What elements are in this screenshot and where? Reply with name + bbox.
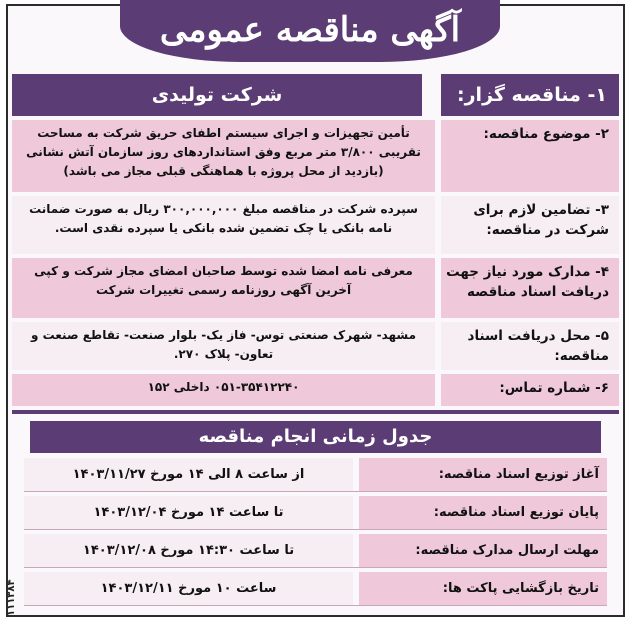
row-label: ۴- مدارک مورد نیاز جهت دریافت اسناد مناقصه	[441, 258, 619, 318]
row-location	[12, 322, 619, 370]
row-label: ۳- تضامین لازم برای شرکت در مناقصه:	[441, 196, 619, 254]
row-documents	[12, 258, 619, 318]
schedule-row	[24, 458, 607, 492]
schedule-row	[24, 534, 607, 568]
row-label: ۶- شماره تماس:	[441, 374, 619, 406]
ad-code: ۱۱۱۳۸۴	[6, 579, 17, 616]
row-guarantee	[12, 196, 619, 254]
schedule-label: آغاز توزیع اسناد مناقصه:	[359, 458, 607, 491]
notice-title: آگهی مناقصه عمومی	[120, 0, 500, 62]
schedule-label: تاریخ بازگشایی پاکت ها:	[359, 572, 607, 605]
row-label: ۵- محل دریافت اسناد مناقصه:	[441, 322, 619, 370]
row-label: ۲- موضوع مناقصه:	[441, 120, 619, 192]
section-divider	[12, 410, 619, 414]
row-subject	[12, 120, 619, 192]
schedule-row	[24, 496, 607, 530]
tenderer-label: ۱- مناقصه گزار:	[441, 74, 619, 116]
schedule-label: مهلت ارسال مدارک مناقصه:	[359, 534, 607, 567]
schedule-value: تا ساعت ۱۴ مورخ ۱۴۰۳/۱۲/۰۴	[24, 496, 353, 529]
schedule-value: ساعت ۱۰ مورخ ۱۴۰۳/۱۲/۱۱	[24, 572, 353, 605]
row-value: تأمین تجهیزات و اجرای سیستم اطفای حریق شرکت به مساحت تقریبی ۳/۸۰۰ متر مربع وفق استانداردهای روز سازمان آتش نشانی (بازدید از محل پروژه با هماهنگی قبلی مجاز می باشد)	[12, 120, 435, 192]
schedule-table	[24, 458, 607, 606]
schedule-title: جدول زمانی انجام مناقصه	[30, 421, 601, 453]
row-value: سپرده شرکت در مناقصه مبلغ ۳۰۰,۰۰۰,۰۰۰ ریال به صورت ضمانت نامه بانکی یا چک تضمین شده بانکی یا سپرده نقدی است.	[12, 196, 435, 254]
details-table	[12, 120, 619, 406]
schedule-row	[24, 572, 607, 606]
schedule-label: پایان توزیع اسناد مناقصه:	[359, 496, 607, 529]
row-value: ۰۵۱-۳۵۴۱۲۲۴۰ داخلی ۱۵۲	[12, 374, 435, 406]
row-value: مشهد- شهرک صنعتی توس- فاز یک- بلوار صنعت- تقاطع صنعت و تعاون- پلاک ۲۷۰.	[12, 322, 435, 370]
row-value: معرفی نامه امضا شده توسط صاحبان امضای مجاز شرکت و کپی آخرین آگهی روزنامه رسمی تغییرات شرکت	[12, 258, 435, 318]
schedule-value: تا ساعت ۱۴:۳۰ مورخ ۱۴۰۳/۱۲/۰۸	[24, 534, 353, 567]
tenderer-value: شرکت تولیدی	[12, 74, 422, 116]
schedule-value: از ساعت ۸ الی ۱۴ مورخ ۱۴۰۳/۱۱/۲۷	[24, 458, 353, 491]
row-phone	[12, 374, 619, 406]
